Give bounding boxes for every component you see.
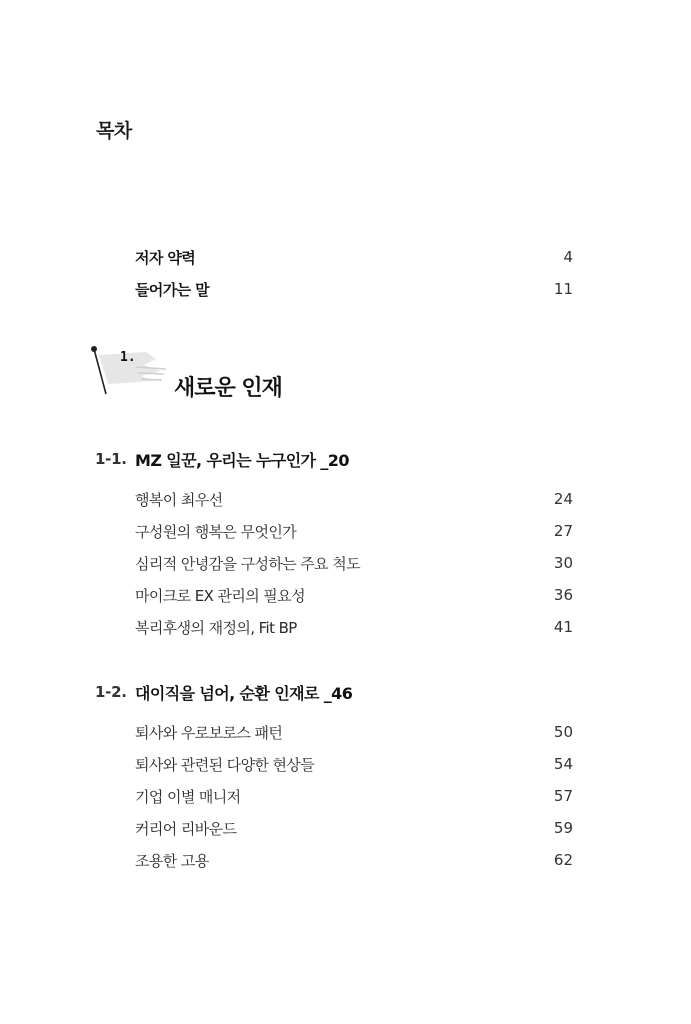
toc-entry[interactable] — [135, 849, 573, 871]
toc-entry-page: 11 — [553, 280, 573, 298]
toc-entry[interactable] — [135, 721, 573, 743]
toc-entry-label: 퇴사와 우로보로스 패턴 — [135, 723, 283, 742]
toc-entry-label: 저자 약력 — [135, 248, 196, 267]
toc-entry[interactable] — [135, 616, 573, 638]
toc-entry-page: 24 — [553, 490, 573, 508]
section-number: 1-1. — [95, 450, 127, 468]
toc-entry-page: 59 — [553, 819, 573, 837]
toc-entry[interactable] — [135, 552, 573, 574]
toc-entry-label: 행복이 최우선 — [135, 490, 223, 509]
toc-entry-page: 36 — [553, 586, 573, 604]
toc-entry-label: 조용한 고용 — [135, 851, 209, 870]
toc-entry-label: 구성원의 행복은 무엇인가 — [135, 522, 297, 541]
section-heading[interactable] — [95, 447, 349, 471]
toc-entry-label: 복리후생의 재정의, Fit BP — [135, 618, 297, 637]
toc-entry-label: 들어가는 말 — [135, 280, 210, 299]
toc-entry-page: 50 — [553, 723, 573, 741]
toc-entry[interactable] — [135, 817, 573, 839]
toc-entry[interactable] — [135, 785, 573, 807]
chapter-title: 새로운 인재 — [174, 376, 282, 401]
toc-entry-label: 퇴사와 관련된 다양한 현상들 — [135, 755, 315, 774]
section-heading[interactable] — [95, 680, 352, 704]
toc-entry-label: 심리적 안녕감을 구성하는 주요 척도 — [135, 554, 361, 573]
section-number: 1-2. — [95, 683, 127, 701]
toc-entry-page: 54 — [553, 755, 573, 773]
toc-entry[interactable] — [135, 520, 573, 542]
toc-entry-page: 57 — [553, 787, 573, 805]
toc-entry-author-bio[interactable] — [135, 246, 573, 268]
toc-entry-label: 기업 이별 매니저 — [135, 787, 241, 806]
toc-entry-introduction[interactable] — [135, 278, 573, 300]
toc-entry-page: 4 — [563, 248, 573, 266]
toc-entry-page: 27 — [553, 522, 573, 540]
toc-entry[interactable] — [135, 488, 573, 510]
toc-entry[interactable] — [135, 584, 573, 606]
toc-entry-label: 마이크로 EX 관리의 필요성 — [135, 586, 305, 605]
page-title: 목차 — [96, 120, 132, 142]
toc-entry-page: 62 — [553, 851, 573, 869]
toc-entry-label: 커리어 리바운드 — [135, 819, 237, 838]
toc-entry[interactable] — [135, 753, 573, 775]
toc-entry-page: 30 — [553, 554, 573, 572]
toc-entry-page: 41 — [553, 618, 573, 636]
section-title: MZ 일꾼, 우리는 누구인가 _20 — [135, 450, 349, 470]
section-title: 대이직을 넘어, 순환 인재로 _46 — [135, 683, 353, 703]
chapter-number: 1. — [120, 350, 136, 365]
